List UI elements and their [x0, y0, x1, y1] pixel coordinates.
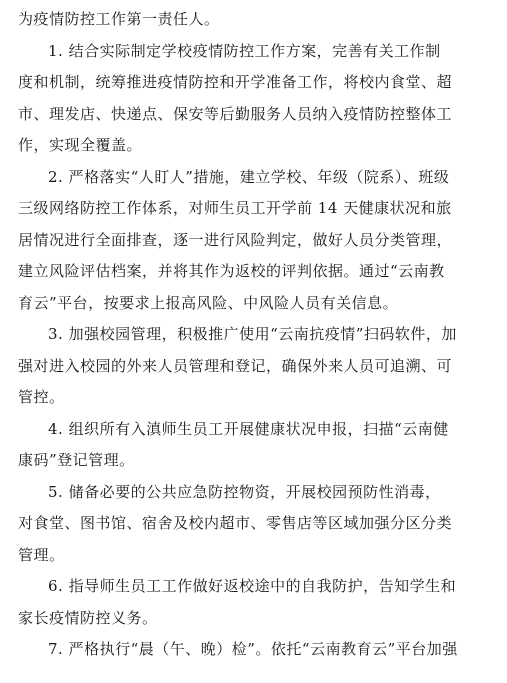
paragraph-0-line-0: 为疫情防控工作第一责任人。 — [18, 10, 220, 28]
paragraph-5-line-0: 5. 储备必要的公共应急防控物资，开展校园预防性消毒， — [48, 482, 441, 501]
paragraph-7-line-0: 7. 严格执行“晨（午、晚）检”。依托“云南教育云”平台加强 — [48, 640, 458, 658]
paragraph-1-line-1: 度和机制，统筹推进疫情防控和开学准备工作，将校内食堂、超 — [18, 73, 453, 91]
paragraph-1-line-0: 1. 结合实际制定学校疫情防控工作方案，完善有关工作制 — [48, 41, 441, 60]
paragraph-4-line-0: 4. 组织所有入滇师生员工开展健康状况申报，扫描“云南健 — [48, 419, 449, 438]
paragraph-6-line-1: 家长疫情防控义务。 — [18, 608, 158, 627]
paragraph-2-line-3: 建立风险评估档案，并将其作为返校的评判依据。通过“云南教 — [18, 262, 445, 280]
paragraph-1-line-3: 作，实现全覆盖。 — [18, 136, 143, 154]
paragraph-6-line-0: 6. 指导师生员工工作做好返校途中的自我防护，告知学生和 — [48, 577, 457, 595]
paragraph-3-line-2: 管控。 — [18, 388, 65, 406]
paragraph-5-line-1: 对食堂、图书馆、宿舍及校内超市、零售店等区域加强分区分类 — [18, 514, 453, 532]
paragraph-4-line-1: 康码”登记管理。 — [18, 451, 135, 469]
paragraph-2-line-0: 2. 严格落实“人盯人”措施，建立学校、年级（院系）、班级 — [48, 167, 450, 186]
paragraph-2-line-1: 三级网络防控工作体系，对师生员工开学前 14 天健康状况和旅 — [18, 199, 452, 217]
paragraph-2-line-4: 育云”平台，按要求上报高风险、中风险人员有关信息。 — [18, 293, 399, 312]
paragraph-2-line-2: 居情况进行全面排查，逐一进行风险判定，做好人员分类管理， — [18, 230, 453, 249]
paragraph-3-line-1: 强对进入校园的外来人员管理和登记，确保外来人员可追溯、可 — [18, 356, 453, 375]
paragraph-5-line-2: 管理。 — [18, 545, 65, 564]
paragraph-1-line-2: 市、理发店、快递点、保安等后勤服务人员纳入疫情防控整体工 — [18, 104, 453, 123]
paragraph-3-line-0: 3. 加强校园管理，积极推广使用“云南抗疫情”扫码软件，加 — [48, 325, 457, 343]
